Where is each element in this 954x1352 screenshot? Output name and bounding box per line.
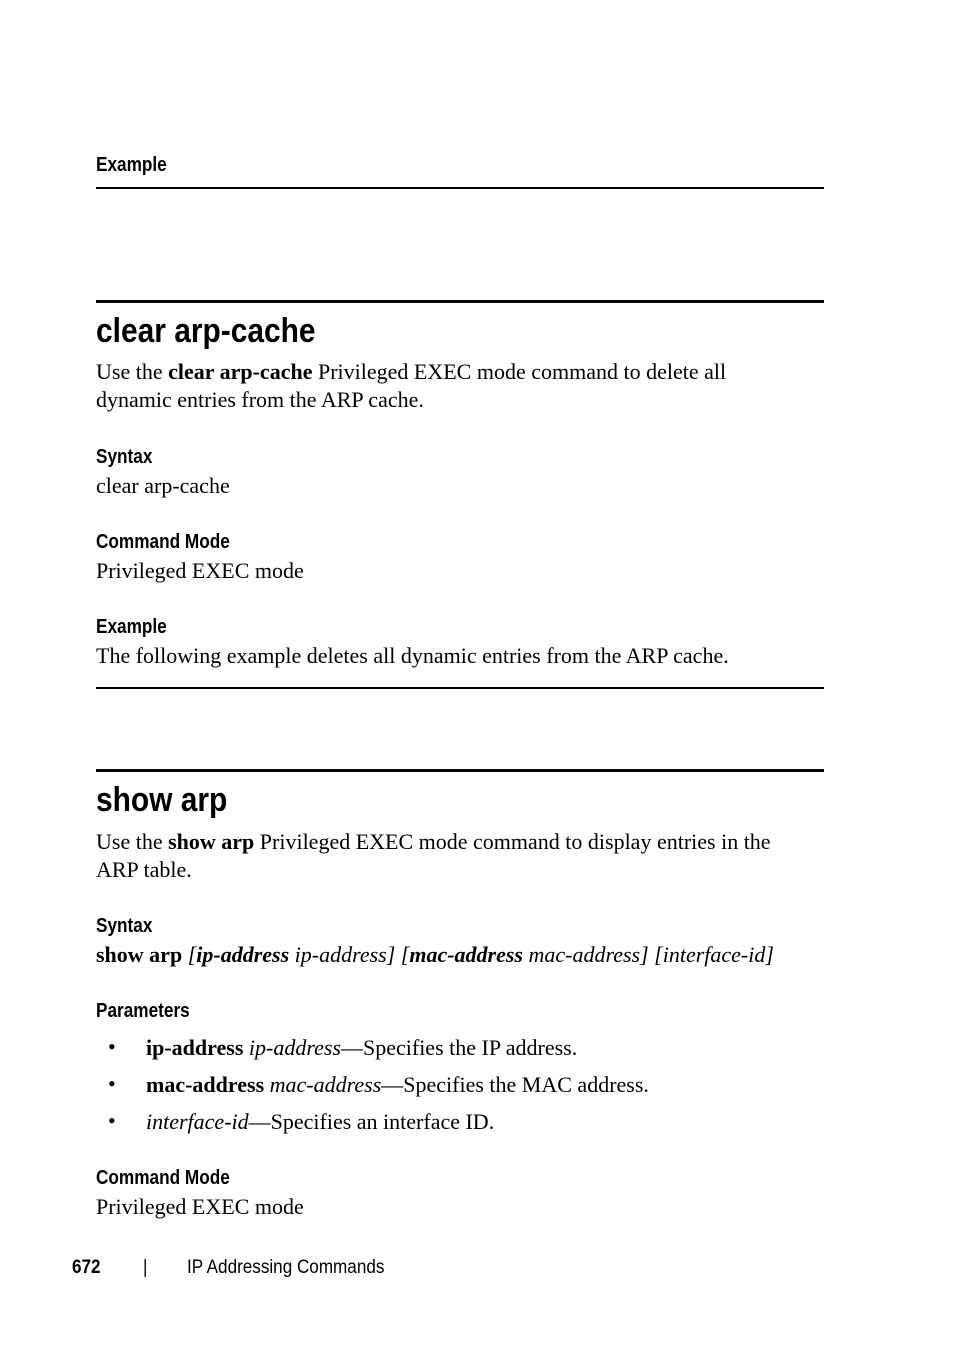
command-description — [96, 358, 726, 386]
param-argument: interface-id — [146, 1109, 249, 1134]
bullet: • — [108, 1034, 116, 1059]
section-divider — [96, 687, 824, 689]
param-keyword: ip-address — [146, 1035, 244, 1060]
example-text: The following example deletes all dynamic entries from the ARP cache. — [96, 643, 729, 668]
command-mode-text: Privileged EXEC mode — [96, 558, 304, 583]
param-keyword: mac-address — [146, 1072, 265, 1097]
syntax-text: clear arp-cache — [96, 473, 230, 498]
desc-text: Use the — [96, 359, 169, 384]
command-title-show-arp: show arp — [96, 781, 228, 819]
command-mode-text: Privileged EXEC mode — [96, 1194, 304, 1219]
command-mode-label: Command Mode — [96, 1167, 230, 1189]
param-argument: mac-address — [264, 1072, 382, 1097]
parameters-label: Parameters — [96, 1000, 190, 1022]
list-item — [146, 1108, 494, 1136]
footer-separator: | — [143, 1257, 148, 1278]
desc-text: Use the — [96, 829, 169, 854]
param-argument: ip-address — [243, 1035, 341, 1060]
bullet: • — [108, 1071, 116, 1096]
command-description-line2: ARP table. — [96, 857, 192, 882]
desc-text: Privileged EXEC mode command to display entries in the — [254, 829, 771, 854]
bullet: • — [108, 1108, 116, 1133]
syntax-keyword: mac-address — [409, 942, 523, 967]
desc-text: Privileged EXEC mode command to delete all — [312, 359, 727, 384]
example-label-top: Example — [96, 154, 167, 176]
page-number: 672 — [72, 1257, 101, 1278]
list-item — [146, 1034, 577, 1062]
list-item — [146, 1071, 649, 1099]
desc-command: show arp — [168, 829, 255, 854]
param-description: —Specifies an interface ID. — [248, 1109, 495, 1134]
desc-command: clear arp-cache — [168, 359, 313, 384]
command-description-line2: dynamic entries from the ARP cache. — [96, 387, 424, 412]
syntax-label: Syntax — [96, 915, 153, 937]
command-mode-label: Command Mode — [96, 531, 230, 553]
param-description: —Specifies the IP address. — [340, 1035, 578, 1060]
syntax-command: show arp — [96, 942, 188, 967]
param-description: —Specifies the MAC address. — [381, 1072, 649, 1097]
syntax-text — [96, 941, 774, 969]
command-title-clear-arp-cache: clear arp-cache — [96, 312, 316, 350]
command-description — [96, 828, 771, 856]
syntax-label: Syntax — [96, 446, 153, 468]
syntax-keyword: ip-address — [196, 942, 290, 967]
footer-section-title: IP Addressing Commands — [187, 1257, 385, 1278]
syntax-argument: ip-address] [ — [289, 942, 410, 967]
section-divider — [96, 187, 824, 189]
section-top-rule — [96, 300, 824, 303]
example-label: Example — [96, 616, 167, 638]
syntax-argument: mac-address] [interface-id] — [523, 942, 774, 967]
syntax-bracket: [ — [187, 942, 197, 967]
section-top-rule — [96, 769, 824, 772]
